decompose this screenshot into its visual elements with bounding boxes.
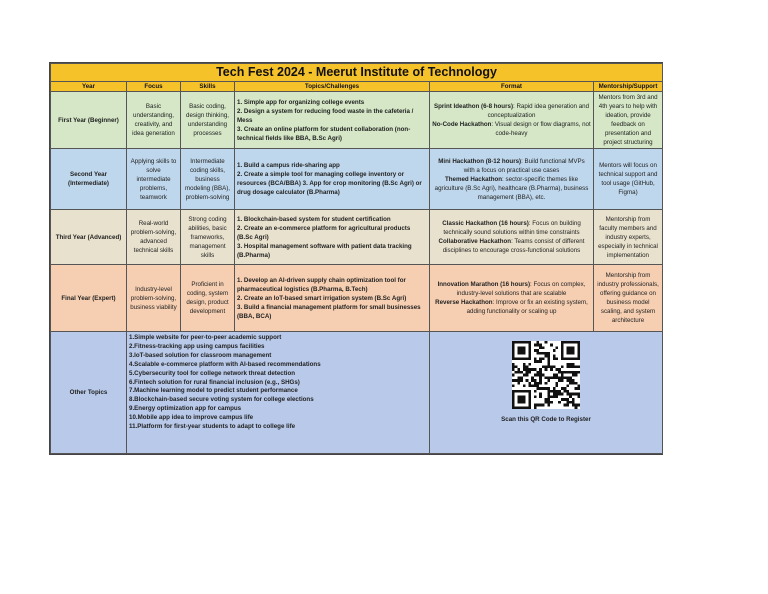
format-desc: : Focus on building technically sound solutions within time constraints: [443, 220, 581, 236]
list-item: 8.Blockchain-based secure voting system for college elections: [129, 396, 314, 404]
mentorship-cell: Mentorship from faculty members and industry experts, especially in technical implementation: [594, 210, 663, 265]
topic-item: 1. Blockchain-based system for student certification: [237, 215, 391, 223]
format-name: Collaborative Hackathon: [438, 238, 512, 245]
focus-cell: Applying skills to solve intermediate problems, teamwork: [127, 149, 181, 210]
format-desc: : Build functional MVPs with a focus on practical use cases: [463, 157, 585, 174]
qr-caption: Scan this QR Code to Register: [501, 416, 591, 423]
list-item: 3.IoT-based solution for classroom management: [129, 351, 272, 359]
format-desc: : Improve or fix an existing system, adding functionality or scaling up: [466, 299, 588, 315]
topic-item: 1. Build a campus ride-sharing app: [237, 162, 340, 169]
topic-item: 2. Design a system for reducing food waste in the cafeteria / Mess: [237, 107, 414, 124]
year-cell: Third Year (Advanced): [51, 210, 127, 265]
focus-cell: Real-world problem-solving, advanced technical skills: [127, 210, 181, 265]
list-item: 6.Fintech solution for rural financial inclusion (e.g., SHGs): [129, 378, 300, 386]
topics-cell: [235, 149, 430, 210]
skills-cell: Basic coding, design thinking, understanding processes: [181, 92, 235, 149]
table-row: [51, 92, 663, 149]
topic-item: 2. Create a simple tool for managing college inventory or resources (BCA/BBA) 3. App for crop monitoring (B.Sc Agri) or drug dosage calculator (B.Pharma): [237, 171, 422, 196]
year-cell: Final Year (Expert): [51, 265, 127, 332]
topic-item: 3. Create an online platform for student collaboration (non-technical fields like BBA, B.Sc Agri): [237, 125, 411, 142]
format-name: Classic Hackathon (16 hours): [442, 220, 529, 227]
header-format: Format: [430, 82, 594, 92]
format-name: Mini Hackathon (8-12 hours): [438, 157, 522, 165]
table-row: [51, 149, 663, 210]
list-item: 5.Cybersecurity tool for college network threat detection: [129, 369, 296, 377]
format-name: Sprint Ideathon (6-8 hours): [433, 103, 514, 110]
topic-item: 3. Build a financial management platform for small businesses (BBA, BCA): [237, 303, 421, 320]
list-item: 1.Simple website for peer-to-peer academic support: [129, 334, 282, 341]
list-item: 10.Mobile app idea to improve campus life: [129, 414, 254, 422]
format-name: Themed Hackathon: [444, 175, 503, 183]
topic-item: 2. Create an IoT-based smart irrigation system (B.Sc Agri): [237, 294, 407, 302]
list-item: 2.Fitness-tracking app using campus facilities: [129, 342, 265, 350]
format-desc: : Focus on complex, industry-level solutions that are scalable: [456, 281, 586, 297]
focus-cell: Basic understanding, creativity, and idea generation: [127, 92, 181, 149]
format-name: Innovation Marathon (16 hours): [437, 281, 531, 288]
mentorship-cell: Mentorship from industry professionals, offering guidance on business model scaling, and system architecture: [594, 265, 663, 332]
format-desc: : Rapid idea generation and conceptualization: [487, 103, 590, 119]
format-cell: [430, 149, 594, 210]
format-name: No-Code Hackathon: [432, 121, 492, 128]
qr-cell: [430, 332, 663, 454]
header-year: Year: [51, 82, 127, 92]
header-mentorship: Mentorship/Support: [594, 82, 663, 92]
header-topics: Topics/Challenges: [235, 82, 430, 92]
topic-item: 3. Hospital management software with patient data tracking (B.Pharma): [237, 242, 412, 259]
header-skills: Skills: [181, 82, 235, 92]
format-cell: [430, 265, 594, 332]
topics-cell: [235, 92, 430, 149]
format-cell: [430, 92, 594, 149]
mentorship-cell: Mentors from 3rd and 4th years to help with ideation, provide feedback on presentation and project structuring: [594, 92, 663, 149]
topic-item: 2. Create an e-commerce platform for agricultural products (B.Sc Agri): [237, 224, 411, 241]
year-cell: Second Year (Intermediate): [51, 149, 127, 210]
spreadsheet: [49, 62, 663, 455]
topic-item: 1. Simple app for organizing college events: [237, 98, 365, 106]
format-desc: : Teams consist of different disciplines to encourage cross-functional solutions: [442, 238, 585, 254]
list-item: 7.Machine learning model to predict student performance: [129, 387, 298, 395]
qr-code-icon[interactable]: [506, 341, 586, 409]
list-item: 4.Scalable e-commerce platform with AI-based recommendations: [129, 360, 321, 368]
page-title: Tech Fest 2024 - Meerut Institute of Technology: [51, 64, 663, 82]
other-topics-label: Other Topics: [51, 332, 127, 454]
topics-cell: [235, 265, 430, 332]
format-desc: : Visual design or flow diagrams, not code-heavy: [491, 121, 591, 137]
skills-cell: Proficient in coding, system design, product development: [181, 265, 235, 332]
focus-cell: Industry-level problem-solving, business viability: [127, 265, 181, 332]
year-cell: First Year (Beginner): [51, 92, 127, 149]
format-name: Reverse Hackathon: [435, 299, 493, 306]
table-row: [51, 210, 663, 265]
topics-cell: [235, 210, 430, 265]
skills-cell: Strong coding abilities, basic frameworks, management skills: [181, 210, 235, 265]
format-cell: [430, 210, 594, 265]
mentorship-cell: Mentors will focus on technical support and tool usage (GitHub, Figma): [594, 149, 663, 210]
header-focus: Focus: [127, 82, 181, 92]
header-row: [51, 82, 663, 92]
table-row: [51, 332, 663, 454]
skills-cell: Intermediate coding skills, business modeling (BBA), problem-solving: [181, 149, 235, 210]
list-item: 11.Platform for first-year students to adapt to college life: [129, 423, 296, 431]
table-row: [51, 265, 663, 332]
format-desc: : sector-specific themes like agriculture (B.Sc Agri), healthcare (B.Pharma), business management (BBA), etc.: [434, 175, 589, 201]
list-item: 9.Energy optimization app for campus: [129, 405, 242, 413]
topic-item: 1. Develop an AI-driven supply chain optimization tool for pharmaceutical logistics (B.Pharma, B.Tech): [237, 276, 406, 293]
other-topics-list: [127, 332, 430, 454]
tech-fest-table: [50, 63, 663, 454]
